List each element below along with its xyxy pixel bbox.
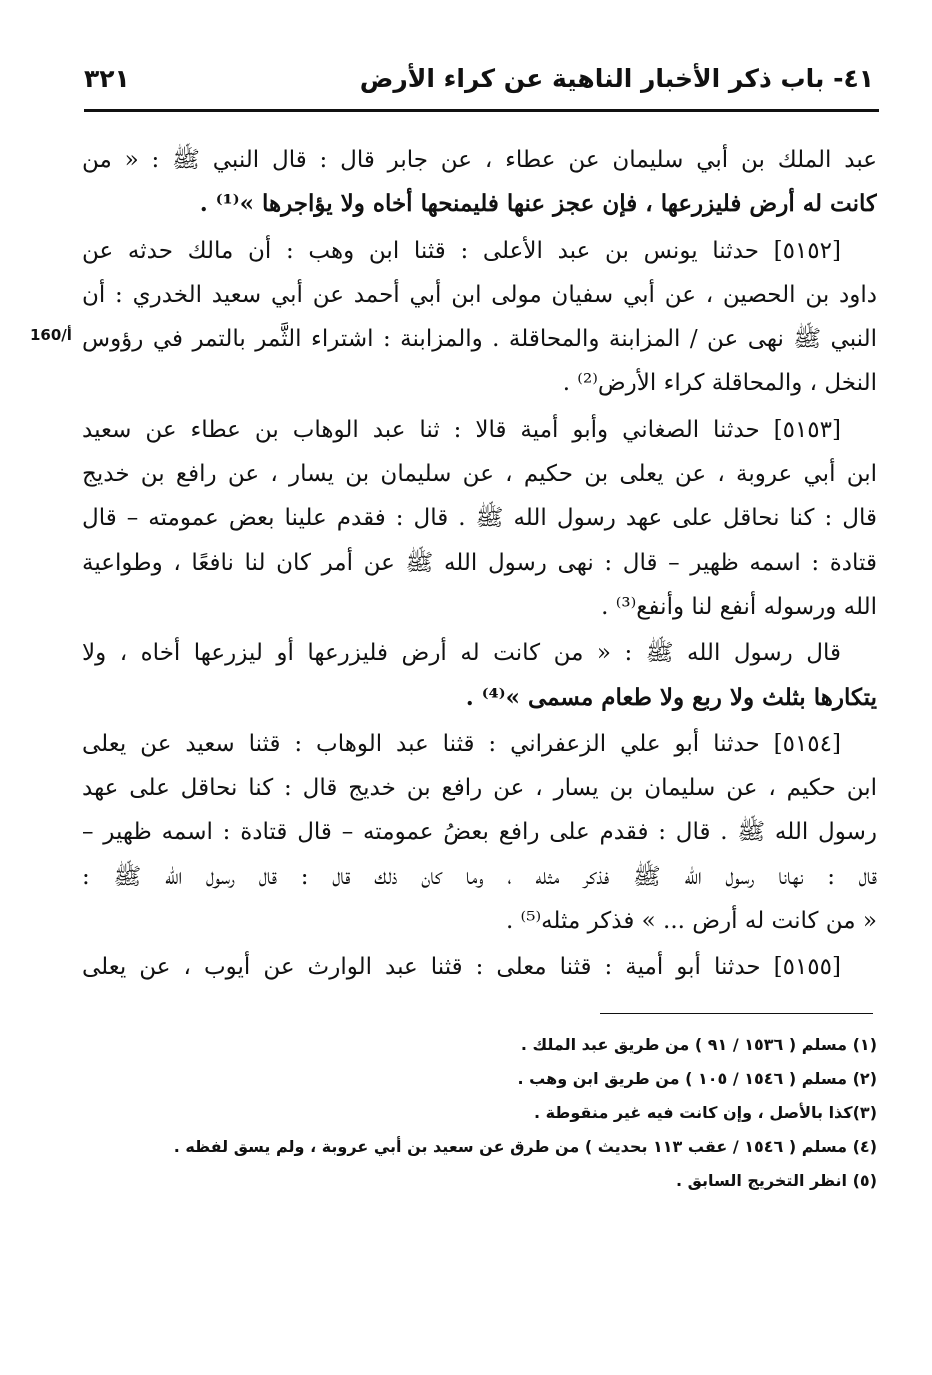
- text-line: قال رسول الله ﷺ : « من كانت له أرض فليزرعها أو ليزرعها أخاه ، ولا: [82, 640, 842, 667]
- footnotes: [160, 1028, 877, 1198]
- text-line: عبد الملك بن أبي سليمان عن عطاء ، عن جابر قال : قال النبي ﷺ : « من: [82, 147, 877, 173]
- footnote: (٣)كذا بالأصل ، وإن كانت فيه غير منقوطة .: [533, 1103, 877, 1122]
- page-number: ٣٢١: [84, 64, 130, 93]
- chapter-title: ٤١- باب ذكر الأخبار الناهية عن كراء الأرض: [359, 64, 874, 93]
- text-line: قال : نهانا رسول الله ﷺ فذكر مثله ، وما كان ذلك قال : قال رسول الله ﷺ :: [82, 863, 877, 890]
- text-line: يتكارها بثلث ولا ربع ولا طعام مسمى »⁽⁴⁾ .: [465, 683, 877, 711]
- text-line: داود بن الحصين ، عن أبي سفيان مولى ابن أبي أحمد عن أبي سعيد الخدري : أن: [82, 281, 877, 308]
- text-line: ابن حكيم ، عن سليمان بن يسار ، عن رافع بن خديج قال : كنا نحاقل على عهد: [82, 775, 877, 802]
- footnote: (٢) مسلم ( ١٥٤٦ / ١٠٥ ) من طريق ابن وهب .: [517, 1069, 877, 1088]
- footnote-rule: [600, 1013, 873, 1014]
- text-line: قتادة : اسمه ظهير – قال : نهى رسول الله ﷺ عن أمر كان لنا نافعًا ، وطواعية: [82, 549, 877, 576]
- hadith-5154-line: [٥١٥٤] حدثنا أبو علي الزعفراني : قثنا عبد الوهاب : قثنا سعيد عن يعلى: [82, 730, 841, 757]
- header-rule: [84, 109, 879, 112]
- main-text: [82, 138, 877, 990]
- footnote: (١) مسلم ( ١٥٣٦ / ٩١ ) من طريق عبد الملك .: [520, 1035, 877, 1054]
- text-line: كانت له أرض فليزرعها ، فإن عجز عنها فليمنحها أخاه ولا يؤاجرها »⁽¹⁾ .: [199, 190, 877, 218]
- hadith-5152-line: [٥١٥٢] حدثنا يونس بن عبد الأعلى : قثنا ابن وهب : أن مالك حدثه عن: [82, 237, 841, 264]
- text-line: قال : كنا نحاقل على عهد رسول الله ﷺ . قال : فقدم علينا بعض عمومته – قال: [82, 505, 877, 532]
- text-line: « من كانت له أرض ... » فذكر مثله⁽⁵⁾ .: [505, 908, 877, 935]
- manuscript-folio-note: 160/أ: [30, 326, 72, 344]
- footnote: (٤) مسلم ( ١٥٤٦ / عقب ١١٣ بحديث ) من طرق عن سعيد بن أبي عروبة ، ولم يسق لفظه .: [173, 1137, 877, 1156]
- footnote: (٥) انظر التخريج السابق .: [675, 1171, 877, 1190]
- text-line: النبي ﷺ نهى عن / المزابنة والمحاقلة . والمزابنة : اشتراء الثَّمر بالتمر في رؤوس: [82, 326, 877, 353]
- hadith-5153-line: [٥١٥٣] حدثنا الصغاني وأبو أمية قالا : ثنا عبد الوهاب بن عطاء عن سعيد: [82, 416, 841, 443]
- text-line: النخل ، والمحاقلة كراء الأرض⁽²⁾ .: [562, 370, 877, 397]
- page-header: [84, 60, 874, 110]
- text-line: الله ورسوله أنفع لنا وأنفع⁽³⁾ .: [601, 593, 877, 620]
- text-line: ابن أبي عروبة ، عن يعلى بن حكيم ، عن سليمان بن يسار ، عن رافع بن خديج: [82, 461, 877, 488]
- text-line: رسول الله ﷺ . قال : فقدم على رافع بعضُ عمومته – قال قتادة : اسمه ظهير –: [82, 819, 877, 846]
- hadith-5155-line: [٥١٥٥] حدثنا أبو أمية : قثنا معلى : قثنا عبد الوارث عن أيوب ، عن يعلى: [82, 954, 841, 981]
